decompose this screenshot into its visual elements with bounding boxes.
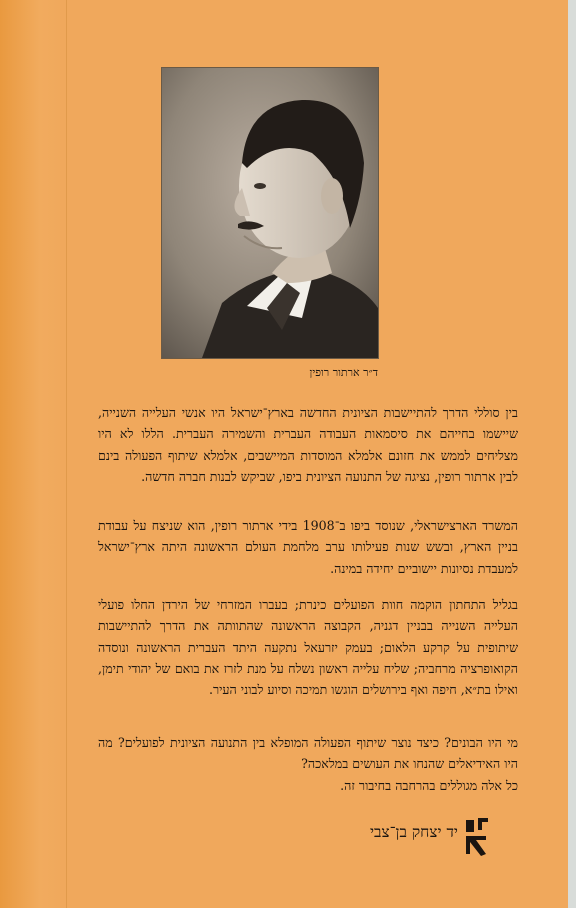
paragraph-closing: כל אלה מגוללים בהרחבה בחיבור זה. (340, 778, 518, 793)
photo-caption: ד״ר ארתור רופין (309, 366, 378, 379)
paragraph-palestine-office: המשרד הארצישראלי, שנוסד ביפו ב־1908 בידי ארתור רופין, הוא שניצח על עבודת בניין הארץ, ובשש שנות פעילותו ערב מלחמת העולם הראשונה היתה ארץ־ישראל למעבדת נסיונות יישוביים יחידה במינה. (98, 518, 518, 576)
yad-ben-zvi-logo-icon (464, 816, 490, 858)
portrait-photo-icon (162, 68, 378, 358)
book-spine (0, 0, 67, 908)
cover-edge (568, 0, 572, 908)
portrait-photo (161, 67, 379, 359)
publisher-name: יד יצחק בן־צבי (369, 823, 458, 841)
paragraph-intro: בין סוללי הדרך להתיישבות הציונית החדשה בארץ־ישראל היו אנשי העלייה השנייה, שיישמו בחייהם את סיסמאות העבודה העברית והשמירה העברית. הללו לא היו מצליחים לממש את חזונם אלמלא המוסדות המיישבים, אלמלא שיתוף הפעולה בינם לבין ארתור רופין, נציגה של התנועה הציונית ביפו, שביקש לבנות חברה חדשה. (98, 405, 518, 484)
paragraph-settlements: בגליל התחתון הוקמה חוות הפועלים כינרת; בעברו המזרחי של הירדן החלו פועלי העלייה השנייה בבניין דגניה, הקבוצה הראשונה שהתוותה את הדרך להתיישבות שיתופית על קרקע הלאום; בעמק יזרעאל נתקעה היתד העברית הראשונה ונוסדה הקואופרציה מרחביה; שליח עלייה ראשון נשלח על מנת לזרז את בואם של יהודי תימן, ואילו בת״א, חיפה ואף בירושלים הוגשו תמיכה וסיוע לבוני העיר. (98, 597, 518, 698)
paragraph-questions: מי היו הבונים? כיצד נוצר שיתוף הפעולה המופלא בין התנועה הציונית לפועלים? מה היו האידיאלים שהנחו את העושים במלאכה? (98, 735, 518, 772)
